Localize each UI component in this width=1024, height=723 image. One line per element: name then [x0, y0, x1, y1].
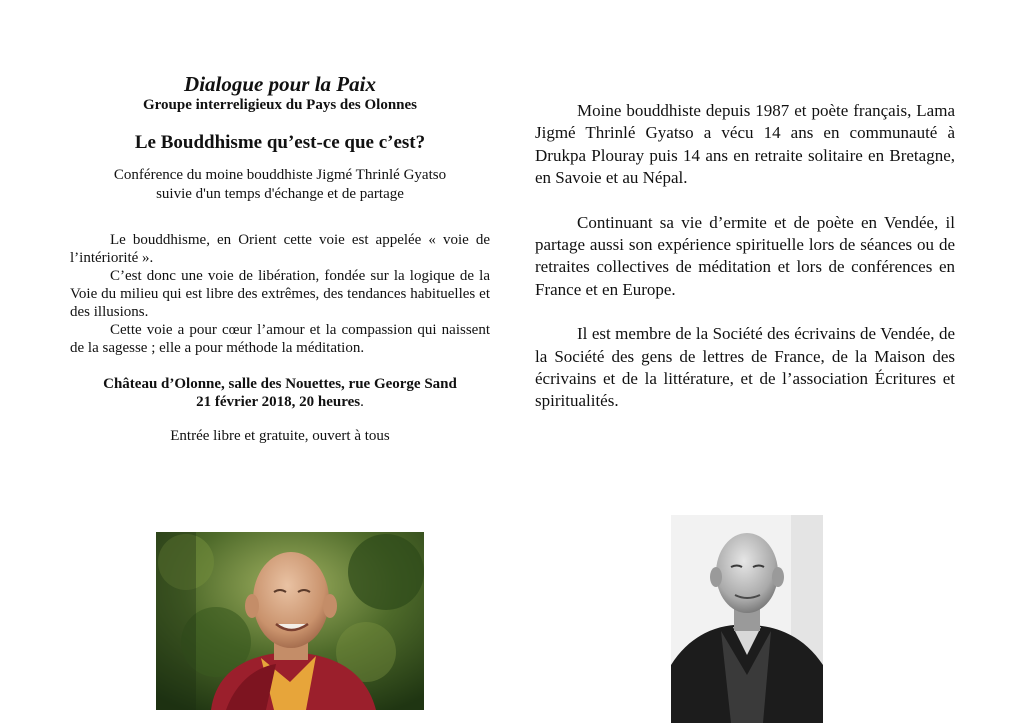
- intro-paragraph: C’est donc une voie de libération, fondée sur la logique de la Voie du milieu qui est libre des extrêmes, des tendances habituelles et des illusions.: [70, 268, 490, 320]
- bio-column: [535, 100, 955, 435]
- event-date-period: .: [360, 394, 364, 410]
- event-venue: Château d’Olonne, salle des Nouettes, rue George Sand: [103, 376, 457, 392]
- monk-portrait-color: [156, 532, 424, 710]
- intro-paragraph: Le bouddhisme, en Orient cette voie est appelée « voie de l’intériorité ».: [70, 232, 490, 266]
- bio-paragraph: Continuant sa vie d’ermite et de poète en Vendée, il partage aussi son expérience spirituelle lors de séances ou de retraites collectives de méditation et lors de conférences en France et en Europe.: [535, 212, 955, 299]
- intro-paragraphs: [70, 231, 490, 357]
- conference-line-2: suivie d'un temps d'échange et de partage: [156, 186, 404, 202]
- intro-paragraph: Cette voie a pour cœur l’amour et la compassion qui naissent de la sagesse ; elle a pour méthode la méditation.: [70, 322, 490, 356]
- event-venue-date: [70, 375, 490, 411]
- bio-paragraph: Moine bouddhiste depuis 1987 et poète français, Lama Jigmé Thrinlé Gyatso a vécu 14 ans en communauté à Drukpa Plouray puis 14 ans en retraite solitaire en Bretagne, en Savoie et au Népal.: [535, 101, 955, 188]
- entry-info: Entrée libre et gratuite, ouvert à tous: [170, 428, 390, 444]
- flyer-subtitle: Groupe interreligieux du Pays des Olonnes: [142, 97, 418, 113]
- flyer-heading: Le Bouddhisme qu’est-ce que c’est?: [134, 132, 426, 153]
- monk-portrait-bw: [671, 515, 823, 723]
- bio-paragraph: Il est membre de la Société des écrivains de Vendée, de la Société des gens de lettres de France, de la Maison des écrivains et de la littérature, et de l’association Écritures et spiritualités.: [535, 324, 955, 411]
- event-date: 21 février 2018, 20 heures: [196, 394, 361, 410]
- flyer-column: [70, 72, 490, 445]
- conference-line-1: Conférence du moine bouddhiste Jigmé Thrinlé Gyatso: [113, 167, 447, 183]
- flyer-title: Dialogue pour la Paix: [184, 72, 376, 96]
- flyer-header: [70, 72, 490, 204]
- conference-description: [70, 166, 490, 204]
